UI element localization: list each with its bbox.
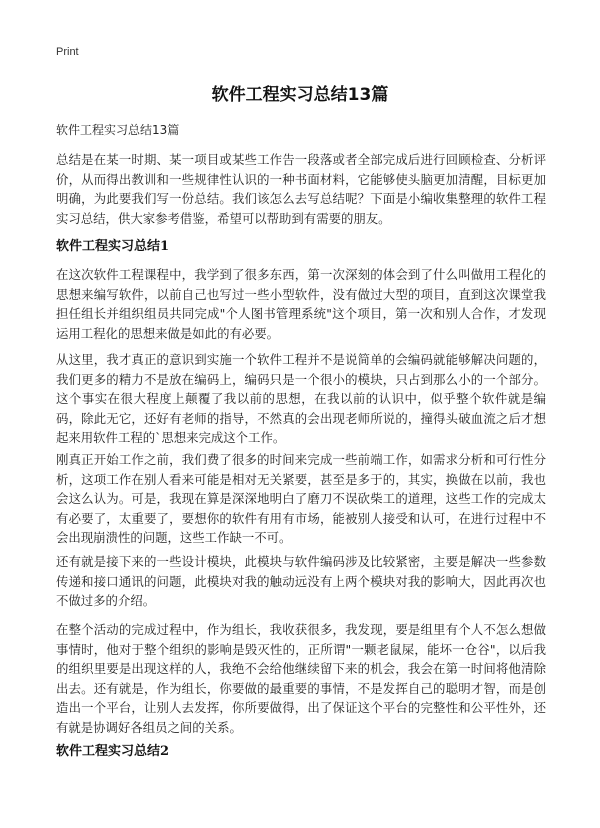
document-subtitle: 软件工程实习总结13篇 <box>56 123 180 137</box>
page-title: 软件工程实习总结13篇 <box>211 85 389 105</box>
section-heading-1: 软件工程实习总结1 <box>56 239 170 254</box>
paragraph: 还有就是接下来的一些设计模块，此模块与软件编码涉及比较紧密，主要是解决一些参数传递和接口通讯的问题，此模块对我的触动远没有上两个模块对我的影响大，因此再次也不做过多的介绍。 <box>56 554 546 608</box>
print-link[interactable]: Print <box>56 46 79 58</box>
paragraph: 刚真正开始工作之前，我们费了很多的时间来完成一些前端工作，如需求分析和可行性分析，这项工作在别人看来可能是相对无关紧要，甚至是多于的，其实，换做在以前，我也会这么认为。可是，我现在算是深深地明白了磨刀不误砍柴工的道理，这些工作的完成太有必要了，太重要了，要想你的软件有用有市场，能被别人接受和认可，在进行过程中不会出现崩溃性的问题，这些工作缺一不可。 <box>56 452 546 545</box>
paragraph: 从这里，我才真正的意识到实施一个软件工程并不是说简单的会编码就能够解决问题的，我们更多的精力不是放在编码上，编码只是一个很小的模块，只占到那么小的一个部分。这个事实在很大程度上颠覆了我以前的思想，在我以前的认识中，似乎整个软件就是编码，除此无它，还好有老师的指导，不然真的会出现老师所说的，撞得头破血流之后才想起来用软件工程的`思想来完成这个工作。 <box>56 352 546 445</box>
paragraph: 在整个活动的完成过程中，作为组长，我收获很多，我发现，要是组里有个人不怎么想做事情时，他对于整个组织的影响是毁灭性的，正所谓"一颗老鼠屎，能坏一仓谷"，以后我的组织里要是出现这样的人，我绝不会给他继续留下来的机会，我会在第一时间将他清除出去。还有就是，作为组长，你要做的最重要的事情，不是发挥自己的聪明才智，而是创造出一个平台，让别人去发挥，你所要做得，出了保证这个平台的完整性和公平性外，还有就是协调好各组员之间的关系。 <box>56 622 546 735</box>
section-heading-2: 软件工程实习总结2 <box>56 744 170 759</box>
paragraph: 在这次软件工程课程中，我学到了很多东西，第一次深刻的体会到了什么叫做用工程化的思想来编写软件，以前自己也写过一些小型软件，没有做过大型的项目，直到这次课堂我担任组长并组织组员共同完成"个人图书管理系统"这个项目，第一次和别人合作，才发现运用工程化的思想来做是如此的有必要。 <box>56 267 546 341</box>
intro-paragraph: 总结是在某一时期、某一项目或某些工作告一段落或者全部完成后进行回顾检查、分析评价，从而得出教训和一些规律性认识的一种书面材料，它能够使头脑更加清醒，目标更加明确，为此要我们写一份总结。我们该怎么去写总结呢？下面是小编收集整理的软件工程实习总结，供大家参考借鉴，希望可以帮助到有需要的朋友。 <box>56 152 546 226</box>
